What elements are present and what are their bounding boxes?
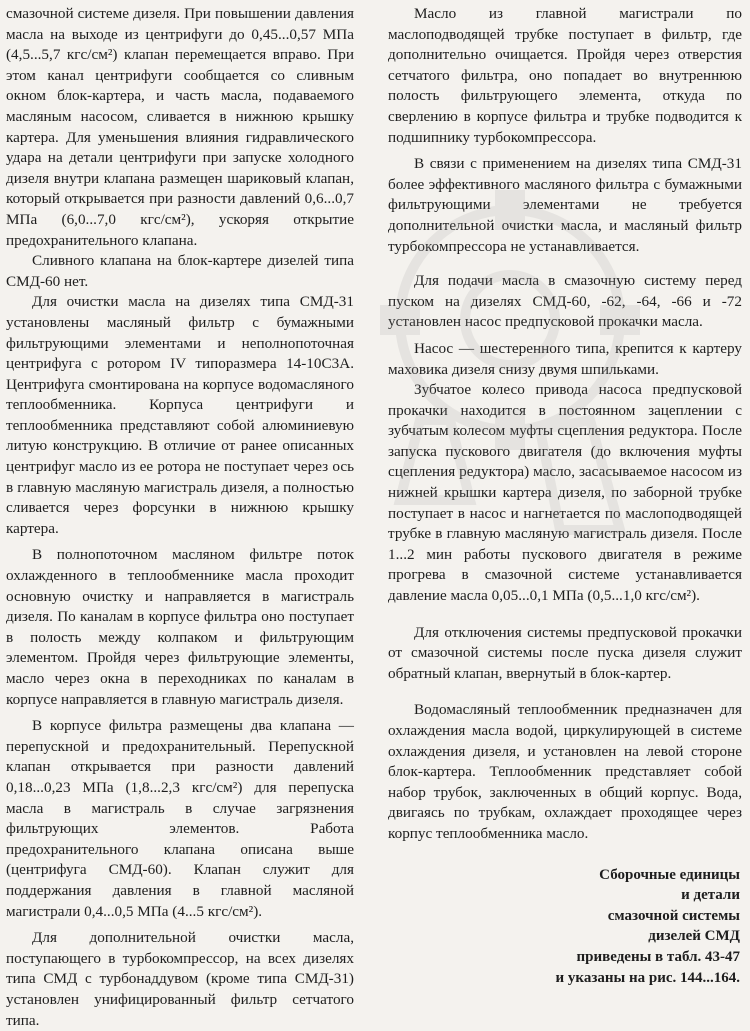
paragraph-heat-exchanger: Водомасляный теплообменник предназначен для охлаждения масла водой, циркулирующей в системе охлаждения дизеля, и установлен на левой стороне блок-картера. Теплообменник представляет собой набор трубок, заключенных в общий корпус. Вода, двигаясь по трубкам, охлаждает проходящее через корпус теплообменника масло. [388,701,742,842]
paragraph-fullflow-filter: В полнопоточном масляном фильтре поток охлажденного в теплообменнике масла проходит основную очистку и направляется в магистраль дизеля. По каналам в корпусе фильтра оно поступает в полость между колпаком и фильтрующим элементом. Пройдя через фильтрующие элементы, масло через окна в переходниках по каналам в корпусе направляется в главную магистраль дизеля. [6,546,354,708]
reference-caption [388,865,742,989]
paragraph-filter-valves: В корпусе фильтра размещены два клапана — перепускной и предохранительный. Перепускной клапан открывается при разности давлений 0,18...0,23 МПа (1,8...2,3 кгс/см²) для перепуска масла в магистраль в случае загрязнения фильтрующих элементов. Работа предохранительного клапана описана выше (центрифуга СМД-60). Клапан служит для поддержания давления в главной масляной магистрали 0,4...0,5 МПа (4...5 кгс/см²). [6,717,354,920]
paragraph-turbo-filter: Для дополнительной очистки масла, поступающего в турбокомпрессор, на всех дизелях типа СМД с турбонаддувом (кроме типа СМД-31) установлен унифицированный фильтр сетчатого типа. [6,929,354,1029]
caption-line: приведены в табл. 43-47 [576,948,740,965]
paragraph-turbo-oil-path: Масло из главной магистрали по маслоподводящей трубке поступает в фильтр, где дополнительно очищается. Пройдя через отверстия сетчатого фильтра, оно попадает во внутреннюю полость фильтрующего элемента, откуда по сверлению в корпусе фильтра и трубке подводится к подшипнику турбокомпрессора. [388,5,742,146]
left-column [6,4,354,1031]
paragraph-smd31-cleaning: Для очистки масла на дизелях типа СМД-31 установлены масляный фильтр с бумажными фильтрующими элементами и неполнопоточная центрифуга с ротором IV типоразмера 14-10С3А. Центрифуга смонтирована на корпусе водомасляного теплообменника. Корпуса центрифуги и теплообменника представляют собой алюминиевую литую конструкцию. В отличие от ранее описанных центрифуг масло из ее ротора не поступает через ось в главную масляную магистраль дизеля, а полностью сливается через форсунки в нижнюю крышку картера. [6,293,354,537]
paragraph-smd60-drain: Сливного клапана на блок-картере дизелей типа СМД-60 нет. [6,252,354,290]
paragraph-pump-type: Насос — шестеренного типа, крепится к картеру маховика дизеля снизу двумя шпильками. [388,339,742,378]
paragraph-smd31-no-turbo-filter: В связи с применением на дизелях типа СМД-31 более эффективного масляного фильтра с бумажными фильтрующими элементами не требуется дополнительной очистки масла, и масляный фильтр турбокомпрессора не устанавливается. [388,155,742,255]
caption-line: смазочной системы [607,907,740,924]
paragraph-check-valve: Для отключения системы предпусковой прокачки от смазочной системы после пуска дизеля служит обратный клапан, ввернутый в блок-картер. [388,623,742,682]
paragraph-pump-drive: Зубчатое колесо привода насоса предпусковой прокачки находится в постоянном зацеплении с зубчатым колесом муфты сцепления редуктора. После запуска пускового двигателя (до включения муфты сцепления редуктора) масло, засасываемое насосом из нижней крышки картера дизеля, по заборной трубке поступает в насос и нагнетается по маслоподводящей трубке в главную масляную магистраль дизеля. После 1...2 мин работы пускового двигателя в режиме прогрева в смазочной системе устанавливается давление масла 0,05...0,1 МПа (0,5...1,0 кгс/см²). [388,381,742,605]
paragraph-prelube-pump: Для подачи масла в смазочную систему перед пуском на дизелях СМД-60, -62, -64, -66 и -72 установлен насос предпусковой прокачки масла. [388,272,742,331]
caption-line: и указаны на рис. 144...164. [555,969,740,986]
caption-line: дизелей СМД [648,928,740,945]
caption-line: Сборочные единицы [599,866,740,883]
paragraph-centrifuge-valve: смазочной системе дизеля. При повышении давления масла на выходе из центрифуги до 0,45...0,57 МПа (4,5...5,7 кгс/см²) клапан перемещается вправо. При этом канал центрифуги сообщается со сливным окном блок-картера, и часть масла, подаваемого масляным насосом, сливается в нижнюю крышку картера. Для уменьшения влияния гидравлического удара на детали центрифуги при запуске холодного дизеля внутри клапана размещен шариковый клапан, который открывается при разности давлений 0,6...0,7 МПа (6,0...7,0 кгс/см²), ускоряя открытие предохранительного клапана. [6,5,354,249]
right-column [388,4,742,988]
caption-line: и детали [681,887,740,904]
